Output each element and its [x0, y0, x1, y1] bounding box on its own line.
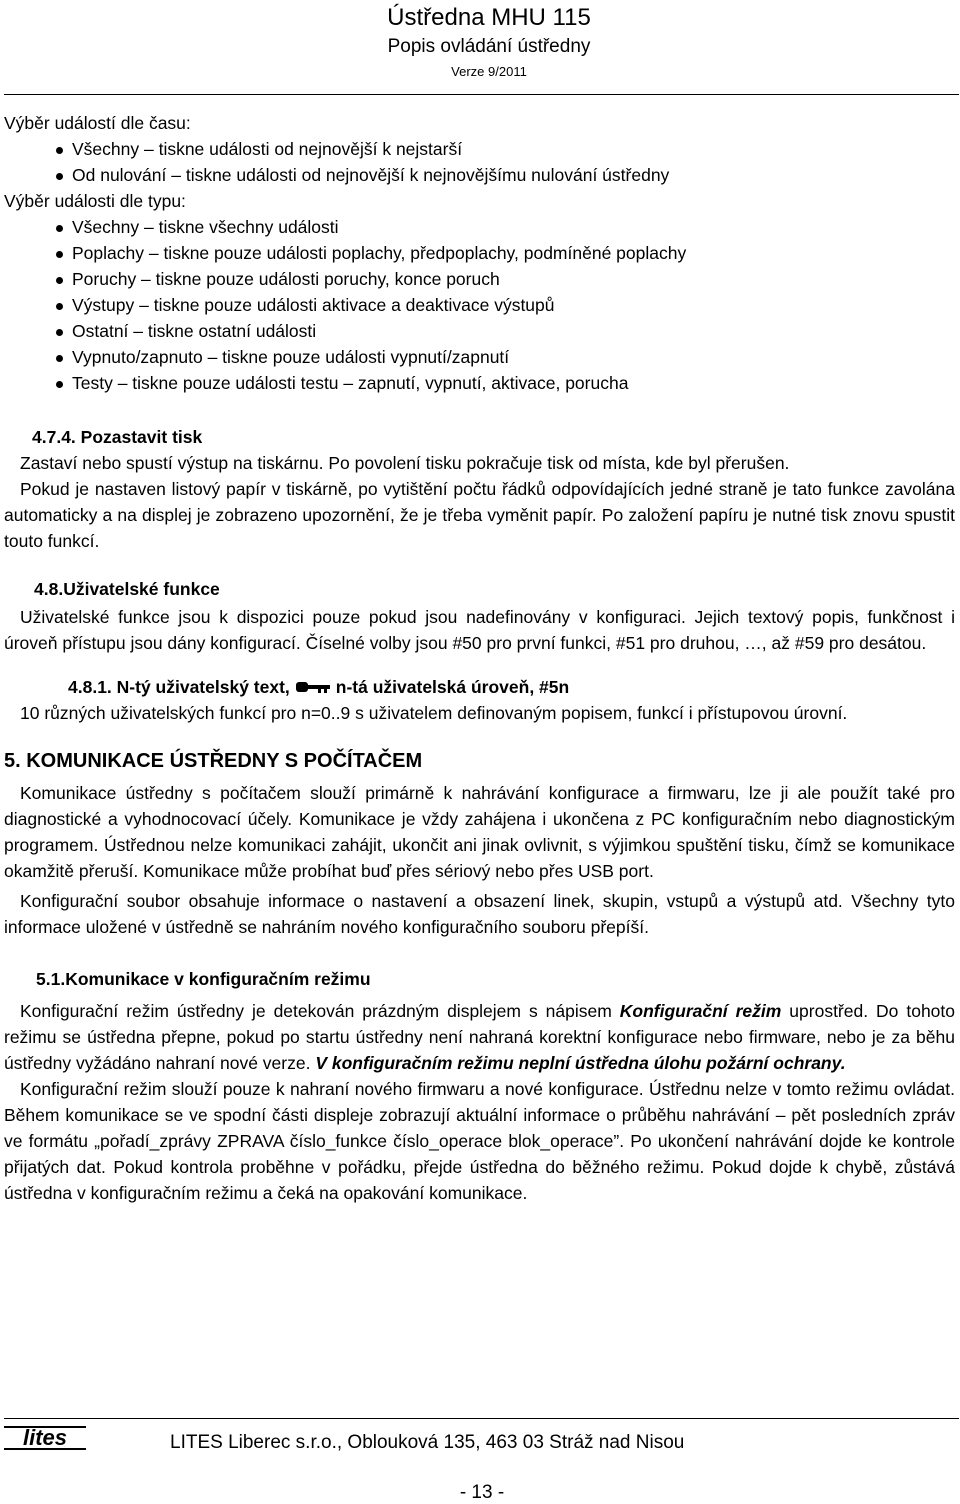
list-item: Všechny – tiskne všechny události — [4, 214, 955, 240]
footer-address: LITES Liberec s.r.o., Oblouková 135, 463 03 Stráž nad Nisou — [170, 1432, 685, 1453]
list-item: Poruchy – tiskne pouze události poruchy, konce poruch — [4, 266, 955, 292]
list-item: Ostatní – tiskne ostatní události — [4, 318, 955, 344]
list-item: Poplachy – tiskne pouze události poplachy, předpoplachy, podmíněné poplachy — [4, 240, 955, 266]
bullet-icon — [56, 147, 63, 154]
section-481-heading-pre: 4.8.1. N-tý uživatelský text, — [68, 677, 290, 697]
bullet-icon — [56, 251, 63, 258]
list-item: Výstupy – tiskne pouze události aktivace a deaktivace výstupů — [4, 292, 955, 318]
page-number: - 13 - — [459, 1482, 505, 1503]
bullet-icon — [56, 303, 63, 310]
section-48-para-1: Uživatelské funkce jsou k dispozici pouze pokud jsou nadefinovány v konfiguraci. Jejich textový popis, funkčnost i úroveň přístupu jsou dány konfigurací. Číselné volby jsou #50 pro první funkci, #51 pro druhou, …, až #59 pro desátou. — [4, 607, 955, 653]
bullet-icon — [56, 355, 63, 362]
bullet-icon — [56, 225, 63, 232]
section-48-heading: 4.8.Uživatelské funkce — [34, 579, 220, 599]
section-5-para-1: Komunikace ústředny s počítačem slouží primárně k nahrávání konfigurace a firmwaru, lze ji ale použít také pro diagnostické a vyhodnocovací účely. Komunikace je vždy zahájena i ukončena z PC konfiguračním nebo diagnostickým programem. Ústřednou nelze komunikaci zahájit, ukončit ani jinak ovlivnit, s výjimkou spuštění tisku, čímž se komunikace okamžitě přeruší. Komunikace může probíhat buď přes sériový nebo přes USB port. — [4, 783, 955, 881]
section-481-heading — [4, 674, 955, 700]
section-51-para-2: Konfigurační režim slouží pouze k nahraní nového firmwaru a nové konfigurace. Ústřednu nelze v tomto režimu ovládat. Během komunikace se ve spodní části displeje zobrazují aktuální informace o průběhu nahrávání – pět posledních zpráv ve formátu „pořadí_zprávy ZPRAVA číslo_funkce číslo_operace blok_operace”. Po ukončení nahrávání dojde ke kontrole přijatých dat. Pokud kontrola proběhne v pořádku, přejde ústředna do běžného režimu. Pokud dojde k chybě, zůstává ústředna v konfiguračním režimu a čeká na opakování komunikace. — [4, 1079, 955, 1203]
section-481-heading-post: n-tá uživatelská úroveň, #5n — [335, 677, 570, 697]
list-item: Testy – tiskne pouze události testu – zapnutí, vypnutí, aktivace, porucha — [4, 370, 955, 396]
section-481-para-1: 10 různých uživatelských funkcí pro n=0..9 s uživatelem definovaným popisem, funkcí i přístupovou úrovní. — [20, 703, 848, 723]
bullet-icon — [56, 173, 63, 180]
header-subtitle: Popis ovládání ústředny — [387, 36, 591, 57]
bullet-icon — [56, 381, 63, 388]
svg-text:lites: lites — [22, 1425, 68, 1450]
bullet-icon — [56, 277, 63, 284]
list-item: Všechny – tiskne události od nejnovější k nejstarší — [4, 136, 955, 162]
time-select-list — [4, 136, 955, 188]
key-icon — [296, 680, 330, 694]
time-select-heading: Výběr událostí dle času: — [4, 113, 191, 133]
header-title: Ústředna MHU 115 — [387, 4, 591, 31]
type-select-list — [4, 214, 955, 396]
list-item: Vypnuto/zapnuto – tiskne pouze události vypnutí/zapnutí — [4, 344, 955, 370]
section-474-para-2: Pokud je nastaven listový papír v tiskárně, po vytištění počtu řádků odpovídajících jedné straně je tato funkce zavolána automaticky a na displej je zobrazeno upozornění, že je třeba vyměnit papír. Po založení papíru je nutné tisk znovu spustit touto funkcí. — [4, 479, 955, 551]
footer-rule — [4, 1418, 959, 1419]
section-51-para-1: Konfigurační režim ústředny je detekován prázdným displejem s nápisem Konfigurační režim uprostřed. Do tohoto režimu se ústředna přepne, pokud po startu ústředny není nahraná korektní konfigurace nebo firmware, nebo je za běhu ústředny vyžádáno nahraní nové verze. V konfiguračním režimu neplní ústředna úlohu požární ochrany. — [4, 1001, 956, 1073]
section-474-heading: 4.7.4. Pozastavit tisk — [32, 427, 203, 447]
header-version: Verze 9/2011 — [451, 64, 527, 79]
section-51-heading: 5.1.Komunikace v konfiguračním režimu — [36, 969, 371, 989]
bullet-icon — [56, 329, 63, 336]
section-5-para-2: Konfigurační soubor obsahuje informace o nastavení a obsazení linek, skupin, vstupů a výstupů atd. Všechny tyto informace uložené v ústředně se nahráním nového konfiguračního souboru přepíší. — [4, 891, 955, 937]
type-select-heading: Výběr události dle typu: — [4, 191, 186, 211]
section-474-para-1: Zastaví nebo spustí výstup na tiskárnu. Po povolení tisku pokračuje tisk od místa, kde byl přerušen. — [20, 453, 790, 473]
list-item: Od nulování – tiskne události od nejnovější k nejnovějšímu nulování ústředny — [4, 162, 955, 188]
header-rule — [4, 94, 959, 95]
section-5-heading: 5. KOMUNIKACE ÚSTŘEDNY S POČÍTAČEM — [4, 750, 423, 772]
page-content — [4, 110, 955, 1206]
lites-logo — [4, 1424, 86, 1452]
